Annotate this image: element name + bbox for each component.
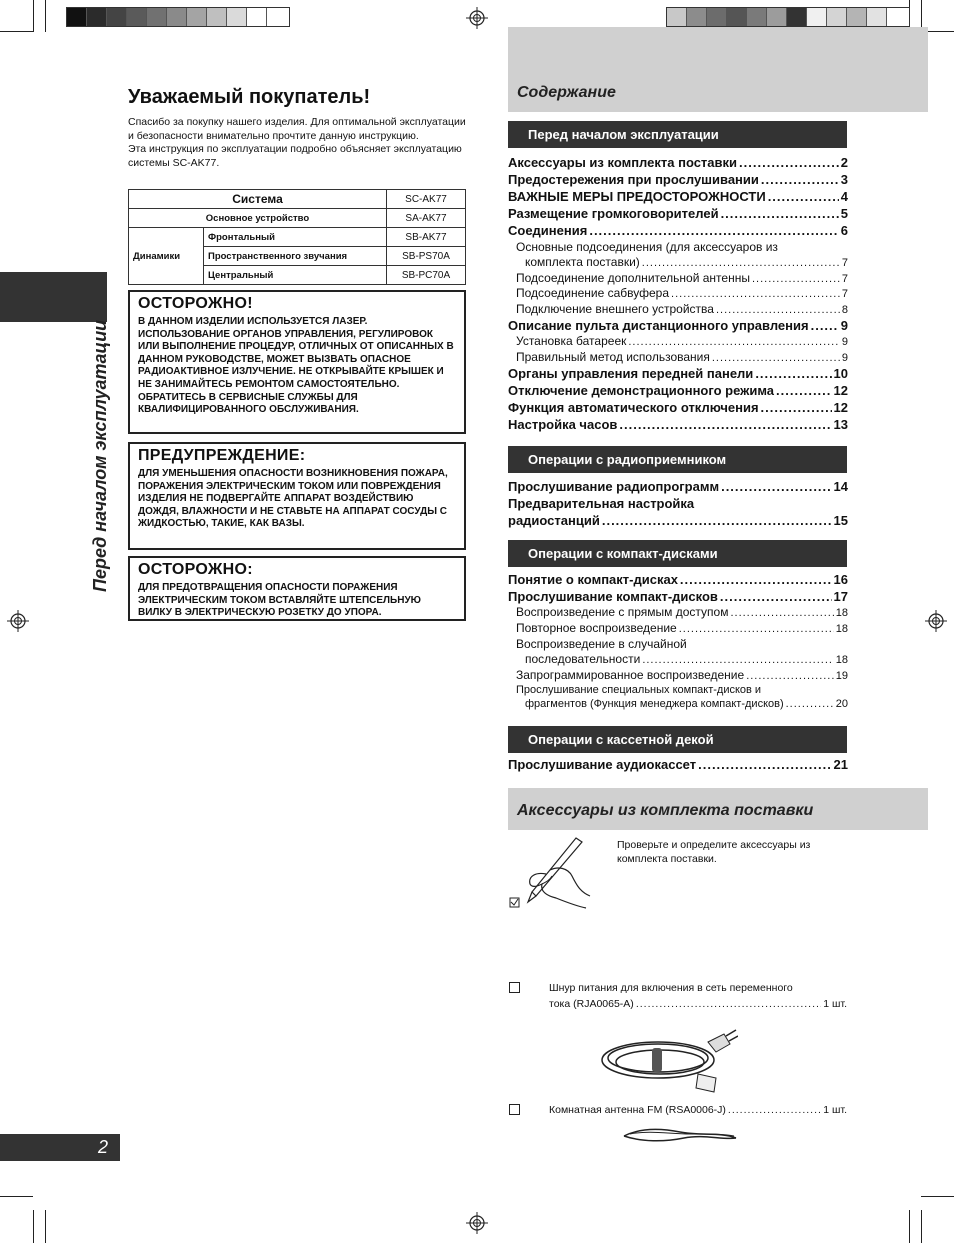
toc-entry[interactable]: Запрограммированное воспроизведение ..... 19 (508, 668, 848, 684)
caution-title: ОСТОРОЖНО! (138, 295, 253, 312)
toc-entry[interactable]: Прослушивание радиопрограмм ..... 14 (508, 478, 848, 495)
contents-header (508, 27, 928, 112)
checkbox-fm-antenna[interactable] (509, 1104, 520, 1115)
color-swatch (227, 8, 247, 26)
toc-entry[interactable]: Прослушивание специальных компакт-дисков и (516, 684, 762, 696)
registration-mark-right (925, 610, 947, 632)
color-swatch (687, 8, 707, 26)
accessory-power-cord (549, 980, 847, 1012)
toc-entry[interactable]: Аксессуары из комплекта поставки ..... 2 (508, 154, 848, 171)
side-tab (0, 272, 107, 322)
toc-entry[interactable]: Воспроизведение с прямым доступом ..... 18 (508, 605, 848, 621)
color-swatch (867, 8, 887, 26)
caution-title: ОСТОРОЖНО: (138, 561, 253, 578)
toc-entry[interactable]: последовательности ..... 18 (508, 652, 848, 668)
color-swatch (147, 8, 167, 26)
color-swatch (107, 8, 127, 26)
color-swatch (747, 8, 767, 26)
power-cord-line2: тока (RJA0065-A) ..... 1 шт. (549, 996, 847, 1012)
color-swatch (727, 8, 747, 26)
caution-text: В ДАННОМ ИЗДЕЛИИ ИСПОЛЬЗУЕТСЯ ЛАЗЕР. ИСПОЛЬЗОВАНИЕ ОРГАНОВ УПРАВЛЕНИЯ, РЕГУЛИРОВОК ИЛИ ВЫПОЛНЕНИЕ ПРОЦЕДУР, ОТЛИЧНЫХ ОТ ОПИСАННЫХ В ДАННОМ РУКОВОДСТВЕ, МОЖЕТ ВЫЗВАТЬ ОПАСНОЕ РАДИОАКТИВНОЕ ИЗЛУЧЕНИЕ. НЕ ОТКРЫВАЙТЕ КРЫШЕК И НЕ ЗАНИМАЙТЕСЬ РЕМОНТОМ САМОСТОЯТЕЛЬНО. ОБРАТИТЕСЬ В СЕРВИСНЫЕ СЛУЖБЫ ДЛЯ КВАЛИФИЦИРОВАННОГО ОБСЛУЖИВАНИЯ. (138, 316, 454, 416)
surround-value: SB-PS70A (387, 247, 466, 266)
caution-box-plug (128, 556, 466, 621)
color-bar-right (666, 7, 910, 27)
power-cord-line1: Шнур питания для включения в сеть переменного (549, 982, 793, 994)
warning-box (128, 442, 466, 550)
fm-antenna-qty: 1 шт. (823, 1104, 847, 1116)
color-swatch (807, 8, 827, 26)
section-bar-radio: Операции с радиоприемником (508, 446, 847, 473)
color-swatch (247, 8, 267, 26)
intro-text (128, 116, 466, 170)
color-swatch (187, 8, 207, 26)
page-number: 2 (0, 1134, 120, 1161)
caution-text: ДЛЯ ПРЕДОТВРАЩЕНИЯ ОПАСНОСТИ ПОРАЖЕНИЯ ЭЛЕКТРИЧЕСКИМ ТОКОМ ВСТАВЛЯЙТЕ ШТЕПСЕЛЬНУЮ ВИЛКУ В ЭЛЕКТРИЧЕСКУЮ РОЗЕТКУ ДО УПОРА. (138, 582, 421, 619)
accessory-fm-antenna (549, 1102, 847, 1118)
front-value: SB-AK77 (387, 228, 466, 247)
color-swatch (827, 8, 847, 26)
color-swatch (847, 8, 867, 26)
toc-entry[interactable]: Повторное воспроизведение ..... 18 (508, 621, 848, 637)
toc-entry[interactable]: Функция автоматического отключения ..... 12 (508, 399, 848, 416)
toc-entry[interactable]: Установка батареек ..... 9 (508, 334, 848, 350)
toc-entry[interactable]: Описание пульта дистанционного управления ..... 9 (508, 317, 848, 334)
color-swatch (707, 8, 727, 26)
toc-entry[interactable]: Основные подсоединения (для аксессуаров из (516, 240, 778, 254)
power-cord-image (598, 1022, 738, 1096)
speakers-label: Динамики (129, 228, 204, 285)
color-swatch (787, 8, 807, 26)
registration-mark-top (466, 7, 488, 29)
center-label: Центральный (204, 266, 387, 285)
toc-entry[interactable]: Размещение громкоговорителей ..... 5 (508, 205, 848, 222)
toc-entry[interactable]: Понятие о компакт-дисках ..... 16 (508, 571, 848, 588)
toc-entry[interactable]: Подключение внешнего устройства ..... 8 (508, 302, 848, 318)
toc-section-before-use (508, 154, 848, 433)
toc-entry[interactable]: Соединения ..... 6 (508, 222, 848, 239)
caution-box-laser (128, 290, 466, 434)
intro-paragraph-1: Спасибо за покупку нашего изделия. Для оптимальной эксплуатации и безопасности внимательно прочтите данную инструкцию. (128, 116, 466, 142)
section-bar-cassette: Операции с кассетной декой (508, 726, 847, 753)
color-bar-left (66, 7, 290, 27)
color-swatch (87, 8, 107, 26)
toc-entry[interactable]: Прослушивание компакт-дисков ..... 17 (508, 588, 848, 605)
toc-entry[interactable]: Воспроизведение в случайной (516, 637, 687, 651)
toc-entry[interactable]: ВАЖНЫЕ МЕРЫ ПРЕДОСТОРОЖНОСТИ ..... 4 (508, 188, 848, 205)
toc-section-radio (508, 478, 848, 529)
system-value: SC-AK77 (387, 190, 466, 209)
toc-entry[interactable]: радиостанций ..... 15 (508, 512, 848, 529)
toc-entry[interactable]: фрагментов (Функция менеджера компакт-дисков) ..... 20 (508, 697, 848, 712)
toc-entry[interactable]: Прослушивание аудиокассет ..... 21 (508, 756, 848, 773)
table-row (129, 209, 466, 228)
fm-antenna-label: Комнатная антенна FM (RSA0006-J) (549, 1104, 726, 1116)
greeting-title: Уважаемый покупатель! (128, 86, 371, 108)
toc-entry[interactable]: Правильный метод использования ..... 9 (508, 350, 848, 366)
color-swatch (127, 8, 147, 26)
color-swatch (667, 8, 687, 26)
section-bar-cd: Операции с компакт-дисками (508, 540, 847, 567)
color-swatch (207, 8, 227, 26)
toc-entry[interactable]: Подсоединение дополнительной антенны ..... 7 (508, 271, 848, 287)
toc-section-cd (508, 571, 848, 712)
center-value: SB-PC70A (387, 266, 466, 285)
contents-title: Содержание (517, 84, 616, 101)
color-swatch (167, 8, 187, 26)
accessories-header (508, 788, 928, 830)
toc-section-cassette (508, 756, 848, 773)
intro-paragraph-2: Эта инструкция по эксплуатации подробно объясняет эксплуатацию системы SC-AK77. (128, 143, 462, 169)
system-table (128, 189, 466, 285)
checkbox-power-cord[interactable] (509, 982, 520, 993)
toc-entry[interactable]: Предостережения при прослушивании ..... 3 (508, 171, 848, 188)
table-row (129, 190, 466, 209)
registration-mark-bottom (466, 1212, 488, 1234)
accessories-instruction: Проверьте и определите аксессуары из комплекта поставки. (617, 839, 811, 865)
warning-title: ПРЕДУПРЕЖДЕНИЕ: (138, 447, 306, 464)
accessories-title: Аксессуары из комплекта поставки (517, 802, 814, 819)
table-row (129, 228, 466, 247)
toc-entry[interactable]: Подсоединение сабвуфера ..... 7 (508, 286, 848, 302)
front-label: Фронтальный (204, 228, 387, 247)
color-swatch (67, 8, 87, 26)
toc-entry[interactable]: Настройка часов ..... 13 (508, 416, 848, 433)
fm-antenna-image (620, 1122, 740, 1148)
color-swatch (767, 8, 787, 26)
toc-entry[interactable]: Предварительная настройка (508, 496, 695, 511)
warning-text: ДЛЯ УМЕНЬШЕНИЯ ОПАСНОСТИ ВОЗНИКНОВЕНИЯ ПОЖАРА, ПОРАЖЕНИЯ ЭЛЕКТРИЧЕСКИМ ТОКОМ ИЛИ ПОВРЕЖДЕНИЯ ИЗДЕЛИЯ НЕ ПОДВЕРГАЙТЕ АППАРАТ ВОЗДЕЙСТВИЮ ДОЖДЯ, ВЛАЖНОСТИ И НЕ СТАВЬТЕ НА АППАРАТ СОСУДЫ С ЖИДКОСТЬЮ, ТАКИЕ, КАК ВАЗЫ. (138, 468, 448, 530)
toc-entry[interactable]: комплекта поставки) ..... 7 (508, 255, 848, 271)
main-unit-value: SA-AK77 (387, 209, 466, 228)
toc-entry[interactable]: Органы управления передней панели ..... 10 (508, 365, 848, 382)
main-unit-label: Основное устройство (129, 209, 387, 228)
pen-checking-illustration (506, 836, 596, 916)
toc-entry[interactable]: Отключение демонстрационного режима ..... 12 (508, 382, 848, 399)
section-bar-before-use: Перед началом эксплуатации (508, 121, 847, 148)
surround-label: Пространственного звучания (204, 247, 387, 266)
side-tab-label: Перед началом эксплуатации (90, 319, 110, 592)
system-label: Система (129, 190, 387, 209)
registration-mark-left (7, 610, 29, 632)
